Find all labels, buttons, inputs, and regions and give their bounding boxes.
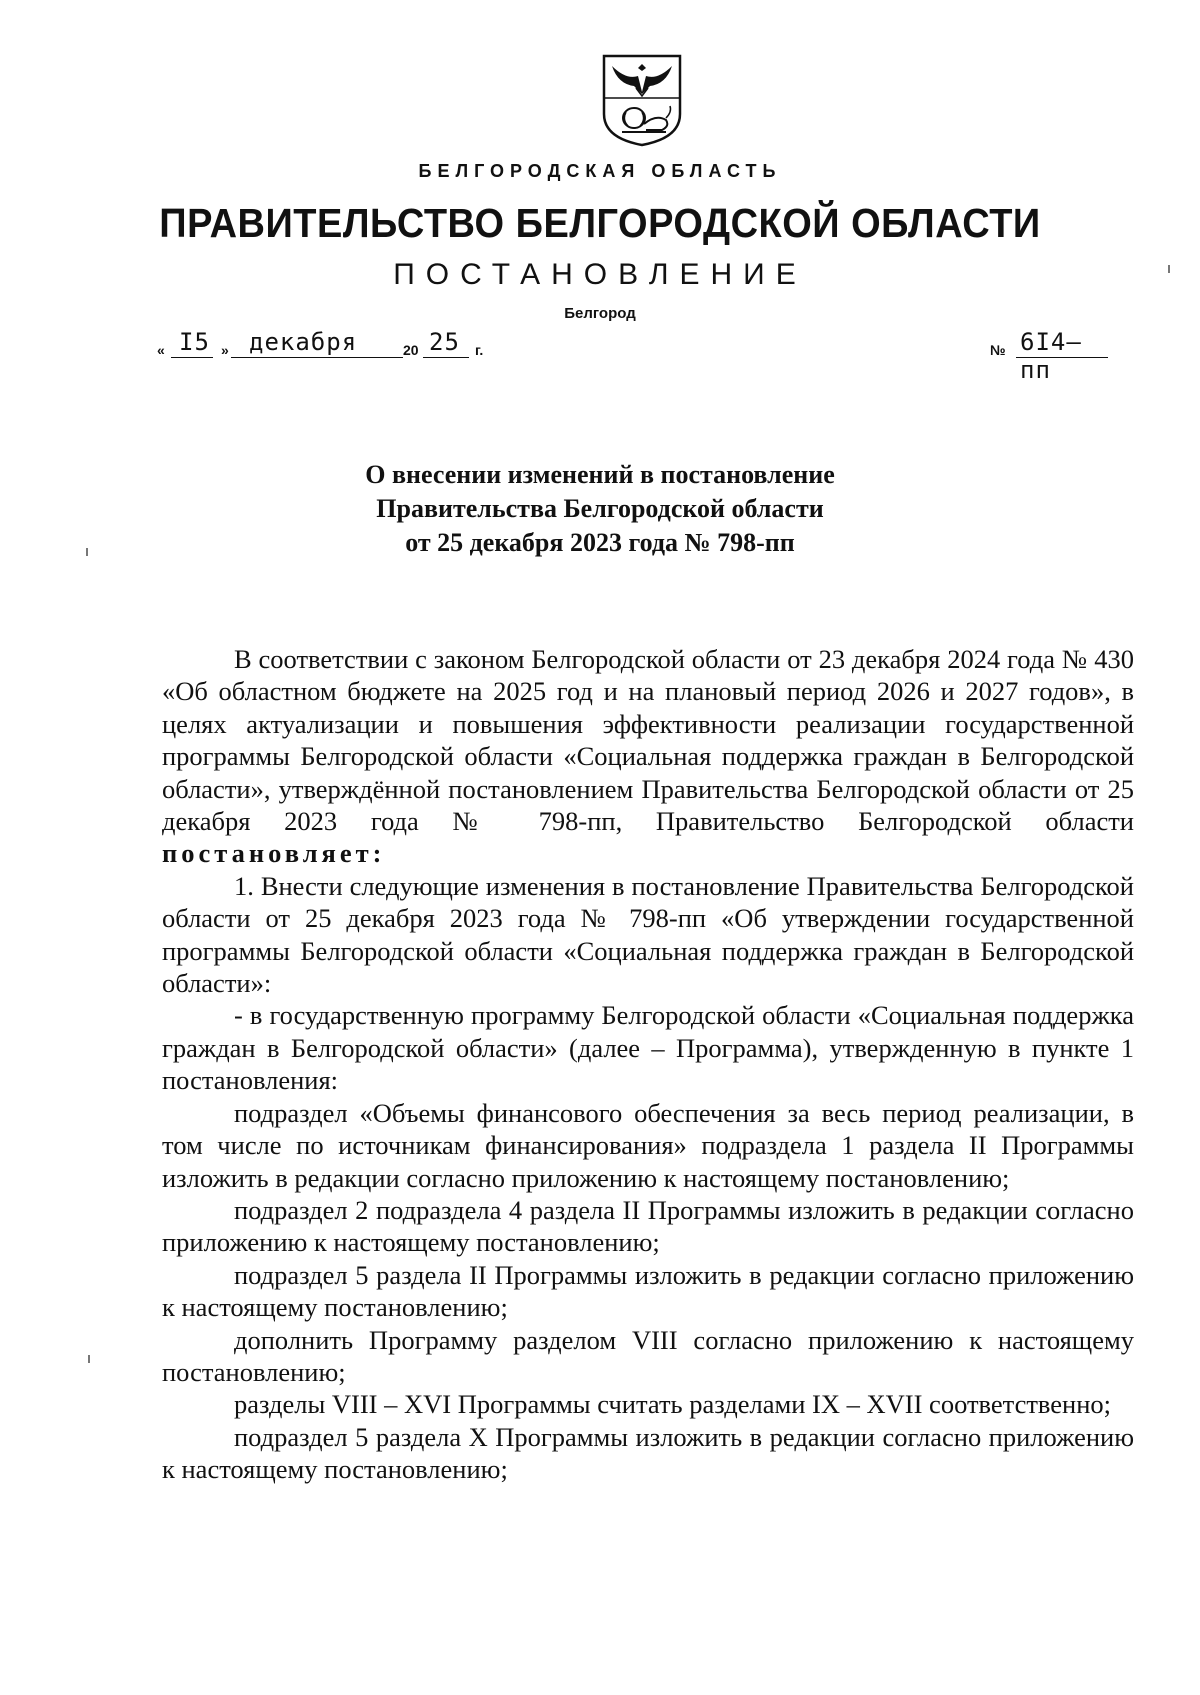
date-month: декабря [249, 328, 358, 356]
scan-mark [1168, 265, 1170, 273]
day-underline [171, 357, 213, 358]
decree-word: постановляет: [162, 838, 386, 869]
title-line-2: Правительства Белгородской области [376, 494, 824, 523]
date-day: I5 [179, 328, 210, 356]
document-type: ПОСТАНОВЛЕНИЕ [393, 258, 807, 291]
date-year: 25 [429, 328, 460, 356]
coat-of-arms-emblem [600, 52, 684, 148]
document-title [0, 458, 1200, 560]
item-1-paragraph: 1. Внести следующие изменения в постановление Правительства Белгородской области от 25 декабря 2023 года № 798-пп «Об утверждении государственной программы Белгородской области «Социальная поддержка граждан в Белгородской области»: [162, 870, 1134, 999]
scan-mark [86, 548, 88, 556]
program-amendment-paragraph: - в государственную программу Белгородской области «Социальная поддержка граждан в Белгородской области» (далее – Программа), утвержденную в пункте 1 постановления: [162, 1000, 1134, 1096]
number-label: № [990, 342, 1006, 358]
preamble-paragraph [162, 643, 1134, 870]
amendment-subsection-5-paragraph: подраздел 5 раздела II Программы изложить в редакции согласно приложению к настоящему постановлению; [162, 1259, 1134, 1323]
amendment-section-viii-paragraph: дополнить Программу разделом VIII согласно приложению к настоящему постановлению; [162, 1324, 1134, 1387]
open-quote: « [157, 342, 165, 358]
title-line-3: от 25 декабря 2023 года № 798-пп [405, 528, 795, 557]
year-abbr: г. [475, 342, 484, 358]
coat-of-arms-icon [600, 52, 684, 148]
year-prefix: 20 [403, 342, 419, 358]
renumber-sections-paragraph: разделы VIII – XVI Программы считать разделами IX – XVII соответственно; [234, 1389, 1112, 1420]
region-name: БЕЛГОРОДСКАЯ ОБЛАСТЬ [418, 161, 782, 181]
number-line [990, 328, 1110, 384]
document-number: 6I4–пп [1020, 328, 1082, 384]
amendment-section-x-paragraph: подраздел 5 раздела X Программы изложить в редакции согласно приложению к настоящему постановлению; [162, 1421, 1134, 1485]
title-line-1: О внесении изменений в постановление [365, 460, 835, 489]
document-body [162, 643, 1134, 1486]
preamble-text: В соответствии с законом Белгородской области от 23 декабря 2024 года № 430 «Об областном бюджете на 2025 год и на плановый период 2026 и 2027 годов», в целях актуализации и повышения эффективности реализации государственной программы Белгородской области «Социальная поддержка граждан в Белгородской области», утверждённой постановлением Правительства Белгородской области от 25 декабря 2023 года № 798-пп, Правительство Белгородской области [162, 644, 1134, 837]
number-underline [1016, 357, 1108, 358]
government-name: ПРАВИТЕЛЬСТВО БЕЛГОРОДСКОЙ ОБЛАСТИ [159, 201, 1041, 247]
amendment-subsection-2-paragraph: подраздел 2 подраздела 4 раздела II Программы изложить в редакции согласно приложению к настоящему постановлению; [162, 1194, 1134, 1258]
amendment-financing-paragraph: подраздел «Объемы финансового обеспечения за весь период реализации, в том числе по источникам финансирования» подраздела 1 раздела II Программы изложить в редакции согласно приложению к настоящему постановлению; [162, 1097, 1134, 1193]
close-quote: » [221, 342, 229, 358]
scan-mark [88, 1355, 90, 1363]
city-name: Белгород [564, 305, 636, 322]
month-underline [231, 357, 403, 358]
year-underline [423, 357, 469, 358]
